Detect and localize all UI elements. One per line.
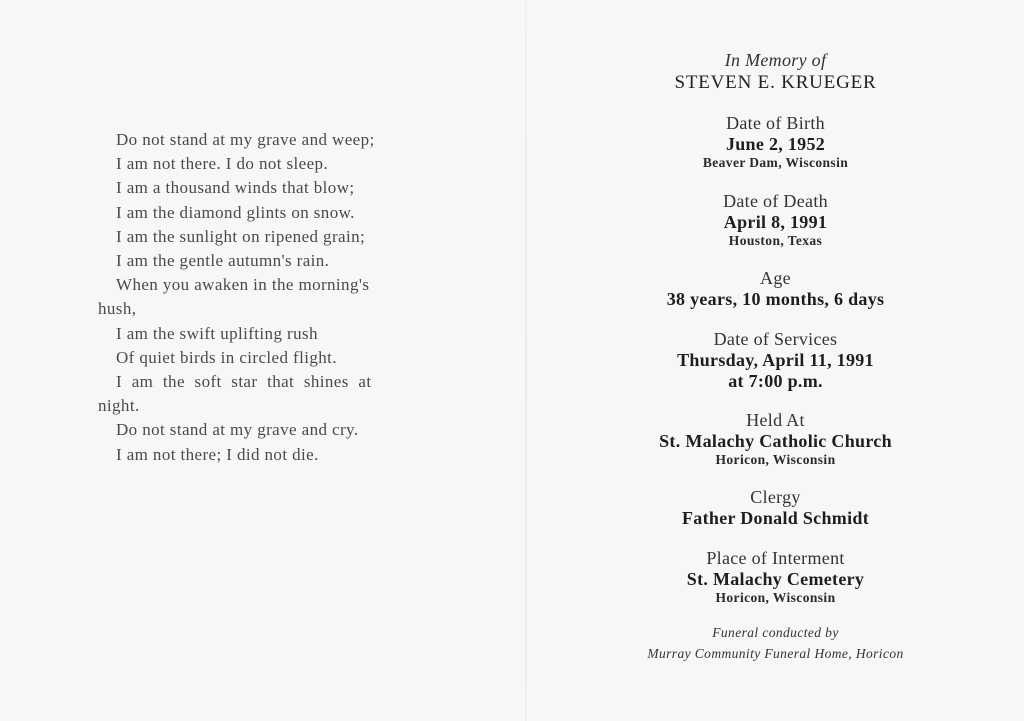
interment-label: Place of Interment (706, 548, 845, 568)
age-label: Age (760, 268, 791, 288)
held-label: Held At (746, 410, 805, 430)
interment-city: Horicon, Wisconsin (715, 590, 836, 605)
poem-line: Of quiet birds in circled flight. (116, 347, 337, 367)
clergy-name: Father Donald Schmidt (682, 508, 869, 528)
held-place: St. Malachy Catholic Church (659, 431, 892, 451)
birth-place: Beaver Dam, Wisconsin (702, 155, 849, 170)
services-section (527, 329, 1024, 392)
poem-line: I am not there; I did not die. (116, 444, 319, 464)
interment-place: St. Malachy Cemetery (686, 569, 865, 589)
poem-line: I am the sunlight on ripened grain; (116, 226, 366, 246)
age-value: 38 years, 10 months, 6 days (666, 289, 885, 309)
death-place: Houston, Texas (728, 233, 823, 248)
birth-date: June 2, 1952 (725, 134, 826, 154)
poem-line: Do not stand at my grave and weep; (116, 130, 375, 149)
memory-heading (527, 50, 1024, 94)
poem-line: Do not stand at my grave and cry. (116, 420, 359, 440)
clergy-label: Clergy (750, 487, 801, 507)
death-section (527, 191, 1024, 249)
death-label: Date of Death (723, 191, 828, 211)
poem-line: I am the diamond glints on snow. (116, 202, 355, 222)
interment-section (527, 548, 1024, 606)
services-time: at 7:00 p.m. (728, 371, 823, 391)
funeral-home-note (527, 622, 1024, 664)
poem-line: night. (98, 396, 140, 416)
death-date: April 8, 1991 (723, 212, 828, 232)
services-date: Thursday, April 11, 1991 (677, 350, 874, 370)
poem-line: When you awaken in the morning's (116, 275, 370, 295)
poem (98, 128, 438, 467)
age-section (527, 268, 1024, 310)
poem-line: hush, (98, 299, 137, 319)
funeral-conducted-by: Funeral conducted by (712, 625, 839, 640)
in-memory-label: In Memory of (724, 50, 827, 70)
birth-section (527, 113, 1024, 171)
birth-label: Date of Birth (726, 113, 825, 133)
deceased-name: STEVEN E. KRUEGER (674, 72, 877, 93)
right-page (527, 0, 1024, 721)
poem-line: I am a thousand winds that blow; (116, 178, 355, 198)
services-label: Date of Services (713, 329, 838, 349)
poem-line: I am the swift uplifting rush (116, 323, 318, 343)
funeral-home-name: Murray Community Funeral Home, Horicon (647, 646, 904, 661)
poem-line: I am the gentle autumn's rain. (116, 251, 330, 271)
poem-line: I am the soft star that shines at (116, 372, 372, 392)
held-section (527, 410, 1024, 468)
poem-line: I am not there. I do not sleep. (116, 154, 329, 174)
clergy-section (527, 487, 1024, 529)
held-city: Horicon, Wisconsin (715, 452, 836, 467)
